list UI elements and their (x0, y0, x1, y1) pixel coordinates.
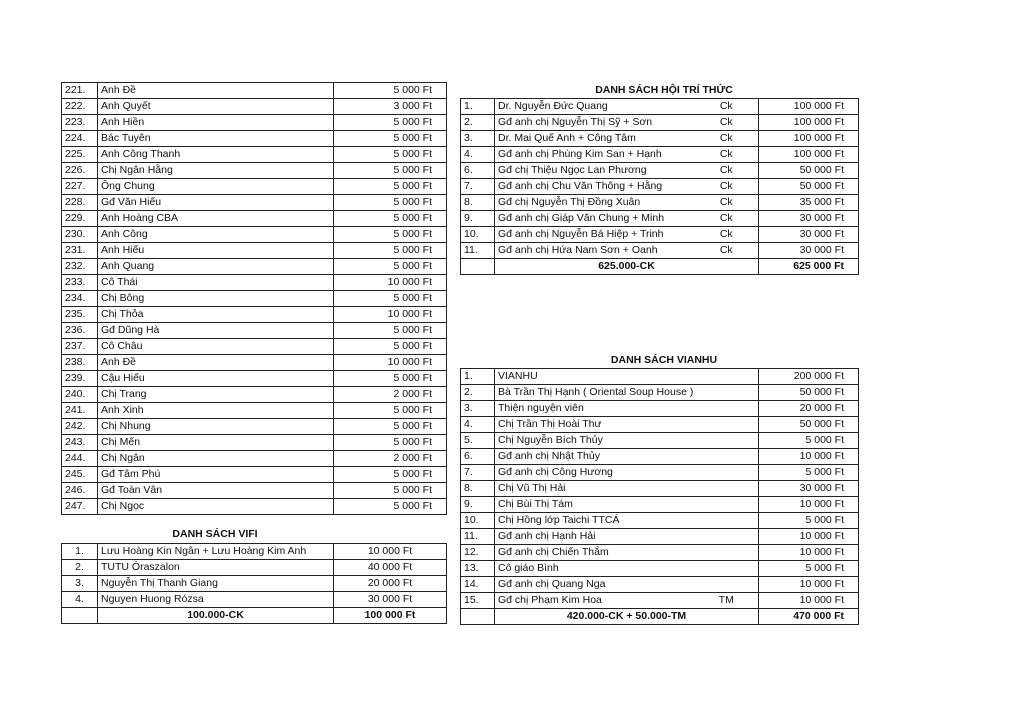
donation-amount: 20 000 Ft (759, 401, 859, 417)
row-number: 12. (461, 545, 495, 561)
row-number: 243. (62, 435, 98, 451)
payment-method (695, 513, 759, 529)
donor-name: Gđ anh chị Phùng Kim San + Hạnh (495, 147, 695, 163)
table-row (62, 163, 447, 179)
donor-name: Lưu Hoàng Kin Ngân + Lưu Hoàng Kim Anh (98, 544, 334, 560)
row-number: 227. (62, 179, 98, 195)
donation-amount: 2 000 Ft (334, 451, 447, 467)
table-row (461, 593, 859, 609)
total-amount: 470 000 Ft (759, 609, 859, 625)
row-number: 13. (461, 561, 495, 577)
row-number: 240. (62, 387, 98, 403)
table-row (62, 131, 447, 147)
table-row (62, 592, 447, 608)
row-number: 244. (62, 451, 98, 467)
donation-amount: 5 000 Ft (334, 323, 447, 339)
donation-amount: 10 000 Ft (759, 449, 859, 465)
table-row (62, 243, 447, 259)
table-row (461, 561, 859, 577)
row-number: 226. (62, 163, 98, 179)
donor-name: Chị Vũ Thị Hải (495, 481, 695, 497)
row-number: 233. (62, 275, 98, 291)
donor-name: Cậu Hiếu (98, 371, 334, 387)
table-row (461, 163, 859, 179)
payment-method (695, 561, 759, 577)
donor-name: Cô Châu (98, 339, 334, 355)
row-number: 238. (62, 355, 98, 371)
donation-amount: 50 000 Ft (759, 179, 859, 195)
donation-amount: 30 000 Ft (759, 481, 859, 497)
donor-name: Gđ chị Nguyễn Thị Đồng Xuân (495, 195, 695, 211)
donation-amount: 100 000 Ft (759, 115, 859, 131)
table-row (461, 545, 859, 561)
table-row (461, 449, 859, 465)
table-row (62, 576, 447, 592)
row-number: 225. (62, 147, 98, 163)
donor-name: Chị Ngọc (98, 499, 334, 515)
table-row (461, 99, 859, 115)
table-row (461, 577, 859, 593)
payment-method: Ck (695, 115, 759, 131)
row-number: 7. (461, 179, 495, 195)
donor-name: Gđ anh chị Nguyễn Thị Sỹ + Sơn (495, 115, 695, 131)
row-number: 9. (461, 211, 495, 227)
table-row (62, 387, 447, 403)
row-number: 15. (461, 593, 495, 609)
table-row (461, 227, 859, 243)
table-row (62, 99, 447, 115)
donation-amount: 30 000 Ft (334, 592, 447, 608)
payment-method: TM (695, 593, 759, 609)
donation-amount: 30 000 Ft (759, 243, 859, 259)
row-number: 246. (62, 483, 98, 499)
row-number: 4. (461, 147, 495, 163)
table-row (461, 417, 859, 433)
payment-method (695, 385, 759, 401)
donor-name: Anh Hiền (98, 115, 334, 131)
table-row (62, 259, 447, 275)
table-row (461, 131, 859, 147)
row-number: 224. (62, 131, 98, 147)
table-row (62, 371, 447, 387)
row-number: 9. (461, 497, 495, 513)
table-row (62, 544, 447, 560)
vianhu-table (460, 368, 859, 625)
row-number: 8. (461, 195, 495, 211)
donor-name: Chị Nguyễn Bích Thủy (495, 433, 695, 449)
table-row (461, 497, 859, 513)
table-row (62, 435, 447, 451)
donation-amount: 5 000 Ft (334, 291, 447, 307)
table-row (62, 227, 447, 243)
empty-cell (461, 259, 495, 275)
donation-amount: 10 000 Ft (334, 275, 447, 291)
donation-amount: 2 000 Ft (334, 387, 447, 403)
row-number: 229. (62, 211, 98, 227)
donor-name: Gđ anh chị Nhật Thủy (495, 449, 695, 465)
donation-amount: 10 000 Ft (759, 577, 859, 593)
donation-amount: 30 000 Ft (759, 211, 859, 227)
table-row (461, 465, 859, 481)
row-number: 2. (461, 385, 495, 401)
row-number: 222. (62, 99, 98, 115)
row-number: 237. (62, 339, 98, 355)
donor-name: Thiện nguyện viên (495, 401, 695, 417)
hoi-tri-thuc-title: DANH SÁCH HỘI TRÍ THỨC (595, 84, 733, 96)
table-row (62, 323, 447, 339)
donation-amount: 10 000 Ft (334, 544, 447, 560)
table-row (62, 339, 447, 355)
row-number: 1. (461, 99, 495, 115)
donor-name: Gđ chị Phạm Kim Hoa (495, 593, 695, 609)
total-row (461, 609, 859, 625)
payment-method (695, 481, 759, 497)
table-row (461, 115, 859, 131)
donor-name: Anh Hiếu (98, 243, 334, 259)
table-row (461, 243, 859, 259)
donation-amount: 10 000 Ft (334, 355, 447, 371)
row-number: 228. (62, 195, 98, 211)
left-donor-table (61, 82, 447, 515)
donation-amount: 5 000 Ft (334, 371, 447, 387)
row-number: 6. (461, 449, 495, 465)
donor-name: TUTU Óraszalon (98, 560, 334, 576)
hoi-tri-thuc-table (460, 98, 859, 275)
payment-method (695, 369, 759, 385)
table-row (461, 369, 859, 385)
donor-name: Nguyen Huong Rózsa (98, 592, 334, 608)
row-number: 6. (461, 163, 495, 179)
donation-amount: 10 000 Ft (759, 529, 859, 545)
payment-method: Ck (695, 227, 759, 243)
table-row (62, 483, 447, 499)
donor-name: Gđ Văn Hiếu (98, 195, 334, 211)
row-number: 235. (62, 307, 98, 323)
row-number: 11. (461, 243, 495, 259)
donor-name: Anh Xinh (98, 403, 334, 419)
donation-amount: 10 000 Ft (759, 497, 859, 513)
table-row (62, 147, 447, 163)
donation-amount: 5 000 Ft (759, 465, 859, 481)
donation-amount: 5 000 Ft (334, 115, 447, 131)
donor-name: Gđ anh chị Công Hương (495, 465, 695, 481)
donor-name: Chị Nhung (98, 419, 334, 435)
donor-name: Anh Đề (98, 355, 334, 371)
donor-name: Anh Quyết (98, 99, 334, 115)
donation-amount: 20 000 Ft (334, 576, 447, 592)
donation-amount: 5 000 Ft (334, 179, 447, 195)
table-row (62, 451, 447, 467)
row-number: 232. (62, 259, 98, 275)
donor-name: VIANHU (495, 369, 695, 385)
row-number: 242. (62, 419, 98, 435)
row-number: 3. (62, 576, 98, 592)
donation-amount: 5 000 Ft (334, 131, 447, 147)
donation-amount: 5 000 Ft (334, 211, 447, 227)
donation-amount: 100 000 Ft (759, 131, 859, 147)
table-row (62, 419, 447, 435)
donation-amount: 5 000 Ft (759, 513, 859, 529)
row-number: 230. (62, 227, 98, 243)
row-number: 3. (461, 401, 495, 417)
table-row (461, 195, 859, 211)
payment-method: Ck (695, 131, 759, 147)
payment-method (695, 417, 759, 433)
total-row (62, 608, 447, 624)
table-row (62, 307, 447, 323)
total-row (461, 259, 859, 275)
donation-amount: 5 000 Ft (334, 195, 447, 211)
donation-amount: 5 000 Ft (759, 433, 859, 449)
row-number: 1. (461, 369, 495, 385)
donation-amount: 5 000 Ft (334, 499, 447, 515)
row-number: 5. (461, 433, 495, 449)
payment-method: Ck (695, 147, 759, 163)
donor-name: Gđ anh chị Giáp Văn Chung + Minh (495, 211, 695, 227)
row-number: 8. (461, 481, 495, 497)
donation-amount: 10 000 Ft (759, 593, 859, 609)
row-number: 7. (461, 465, 495, 481)
donor-name: Gđ anh chị Quang Nga (495, 577, 695, 593)
donation-amount: 3 000 Ft (334, 99, 447, 115)
donor-name: Chị Ngân Hằng (98, 163, 334, 179)
donation-amount: 5 000 Ft (334, 419, 447, 435)
total-label: 420.000-CK + 50.000-TM (495, 609, 759, 625)
donor-name: Gđ Toàn Vân (98, 483, 334, 499)
table-row (62, 195, 447, 211)
table-row (461, 147, 859, 163)
donation-amount: 5 000 Ft (334, 339, 447, 355)
table-row (461, 481, 859, 497)
donor-name: Gđ anh chị Hạnh Hải (495, 529, 695, 545)
donation-amount: 50 000 Ft (759, 385, 859, 401)
donor-name: Gđ chị Thiệu Ngọc Lan Phương (495, 163, 695, 179)
donation-amount: 100 000 Ft (759, 147, 859, 163)
table-row (62, 83, 447, 99)
donor-name: Chị Bông (98, 291, 334, 307)
donor-name: Anh Hoàng CBA (98, 211, 334, 227)
donation-amount: 200 000 Ft (759, 369, 859, 385)
donor-name: Gđ anh chị Hứa Nam Sơn + Oanh (495, 243, 695, 259)
table-row (461, 179, 859, 195)
donor-name: Gđ anh chị Chiến Thắm (495, 545, 695, 561)
donation-amount: 5 000 Ft (334, 147, 447, 163)
donor-name: Anh Đề (98, 83, 334, 99)
table-row (62, 403, 447, 419)
payment-method: Ck (695, 211, 759, 227)
donor-name: Anh Công (98, 227, 334, 243)
row-number: 221. (62, 83, 98, 99)
donor-name: Nguyễn Thị Thanh Giang (98, 576, 334, 592)
donation-amount: 5 000 Ft (334, 163, 447, 179)
row-number: 245. (62, 467, 98, 483)
total-label: 100.000-CK (98, 608, 334, 624)
table-row (62, 499, 447, 515)
donation-amount: 5 000 Ft (334, 227, 447, 243)
donation-amount: 10 000 Ft (759, 545, 859, 561)
row-number: 1. (62, 544, 98, 560)
vifi-table (61, 543, 447, 624)
table-row (62, 179, 447, 195)
total-amount: 100 000 Ft (334, 608, 447, 624)
donor-name: Ông Chung (98, 179, 334, 195)
payment-method (695, 497, 759, 513)
payment-method: Ck (695, 243, 759, 259)
donation-amount: 5 000 Ft (334, 435, 447, 451)
table-row (62, 211, 447, 227)
row-number: 236. (62, 323, 98, 339)
row-number: 234. (62, 291, 98, 307)
donation-amount: 5 000 Ft (334, 243, 447, 259)
donor-name: Anh Quang (98, 259, 334, 275)
payment-method (695, 529, 759, 545)
donor-name: Anh Công Thanh (98, 147, 334, 163)
donation-amount: 35 000 Ft (759, 195, 859, 211)
empty-cell (62, 608, 98, 624)
table-row (461, 529, 859, 545)
donation-amount: 50 000 Ft (759, 163, 859, 179)
payment-method: Ck (695, 195, 759, 211)
donation-amount: 10 000 Ft (334, 307, 447, 323)
donation-amount: 40 000 Ft (334, 560, 447, 576)
table-row (62, 355, 447, 371)
payment-method (695, 449, 759, 465)
table-row (62, 275, 447, 291)
donation-amount: 5 000 Ft (334, 403, 447, 419)
donor-name: Dr. Mai Quế Anh + Công Tâm (495, 131, 695, 147)
row-number: 2. (461, 115, 495, 131)
total-label: 625.000-CK (495, 259, 759, 275)
total-amount: 625 000 Ft (759, 259, 859, 275)
donor-name: Bác Tuyên (98, 131, 334, 147)
donation-amount: 30 000 Ft (759, 227, 859, 243)
donor-name: Dr. Nguyễn Đức Quang (495, 99, 695, 115)
donor-name: Chị Bùi Thị Tám (495, 497, 695, 513)
table-row (461, 433, 859, 449)
donor-name: Chị Trần Thị Hoài Thư (495, 417, 695, 433)
vifi-title: DANH SÁCH VIFI (172, 528, 258, 540)
row-number: 241. (62, 403, 98, 419)
table-row (461, 513, 859, 529)
row-number: 11. (461, 529, 495, 545)
donation-amount: 50 000 Ft (759, 417, 859, 433)
donor-name: Gđ Tâm Phú (98, 467, 334, 483)
donor-name: Chị Trang (98, 387, 334, 403)
row-number: 14. (461, 577, 495, 593)
donation-amount: 5 000 Ft (334, 467, 447, 483)
payment-method: Ck (695, 163, 759, 179)
row-number: 247. (62, 499, 98, 515)
payment-method (695, 401, 759, 417)
empty-cell (461, 609, 495, 625)
donation-amount: 100 000 Ft (759, 99, 859, 115)
donor-name: Gđ Dũng Hà (98, 323, 334, 339)
donation-amount: 5 000 Ft (759, 561, 859, 577)
table-row (461, 401, 859, 417)
payment-method: Ck (695, 179, 759, 195)
table-row (62, 115, 447, 131)
row-number: 231. (62, 243, 98, 259)
payment-method (695, 545, 759, 561)
row-number: 2. (62, 560, 98, 576)
row-number: 3. (461, 131, 495, 147)
payment-method: Ck (695, 99, 759, 115)
donor-name: Chị Ngân (98, 451, 334, 467)
row-number: 4. (461, 417, 495, 433)
row-number: 223. (62, 115, 98, 131)
vianhu-title: DANH SÁCH VIANHU (610, 354, 718, 366)
donor-name: Cô Thái (98, 275, 334, 291)
table-row (62, 560, 447, 576)
payment-method (695, 465, 759, 481)
row-number: 10. (461, 227, 495, 243)
donation-amount: 5 000 Ft (334, 483, 447, 499)
payment-method (695, 577, 759, 593)
table-row (62, 467, 447, 483)
donor-name: Chị Hồng lớp Taichi TTCÁ (495, 513, 695, 529)
table-row (461, 385, 859, 401)
donor-name: Chị Mến (98, 435, 334, 451)
donor-name: Gđ anh chị Chu Văn Thông + Hằng (495, 179, 695, 195)
donor-name: Bà Trần Thị Hạnh ( Oriental Soup House ) (495, 385, 695, 401)
payment-method (695, 433, 759, 449)
row-number: 4. (62, 592, 98, 608)
donation-amount: 5 000 Ft (334, 83, 447, 99)
donor-name: Gđ anh chị Nguyễn Bá Hiệp + Trinh (495, 227, 695, 243)
table-row (62, 291, 447, 307)
donor-name: Cô giáo Bình (495, 561, 695, 577)
table-row (461, 211, 859, 227)
donor-name: Chị Thỏa (98, 307, 334, 323)
row-number: 10. (461, 513, 495, 529)
row-number: 239. (62, 371, 98, 387)
donation-amount: 5 000 Ft (334, 259, 447, 275)
